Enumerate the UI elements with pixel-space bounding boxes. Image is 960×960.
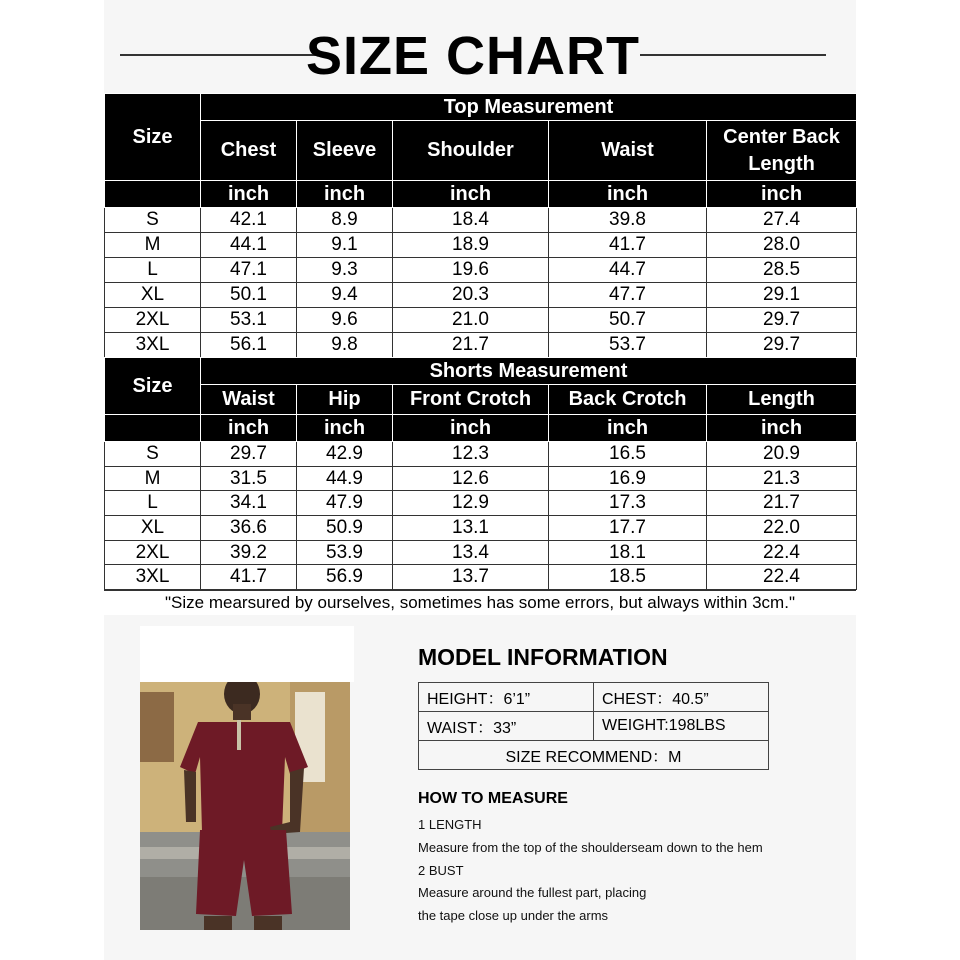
value-cell: 9.4 bbox=[297, 283, 393, 308]
shorts-measurement-table bbox=[104, 357, 857, 590]
value-cell: 16.5 bbox=[549, 442, 707, 467]
model-photo-illustration bbox=[140, 682, 350, 930]
page-title: SIZE CHART bbox=[306, 26, 640, 86]
top-size-header: Size bbox=[105, 94, 201, 181]
table-row bbox=[105, 208, 857, 233]
shorts-unit: inch bbox=[297, 415, 393, 442]
value-cell: 44.1 bbox=[201, 233, 297, 258]
value-cell: 20.3 bbox=[393, 283, 549, 308]
model-photo bbox=[140, 682, 350, 930]
table-row bbox=[105, 565, 857, 590]
top-col-header: Shoulder bbox=[393, 121, 549, 181]
value-cell: 39.2 bbox=[201, 540, 297, 565]
top-measurement-table bbox=[104, 93, 857, 358]
size-cell: 2XL bbox=[105, 308, 201, 333]
value-cell: 12.3 bbox=[393, 442, 549, 467]
value-cell: 13.4 bbox=[393, 540, 549, 565]
value-cell: 42.1 bbox=[201, 208, 297, 233]
table-row bbox=[105, 540, 857, 565]
how-to-line: 2 BUST bbox=[418, 863, 464, 878]
value-cell: 16.9 bbox=[549, 466, 707, 491]
table-row bbox=[105, 233, 857, 258]
shorts-unit: inch bbox=[549, 415, 707, 442]
value-cell: 34.1 bbox=[201, 491, 297, 516]
size-cell: 2XL bbox=[105, 540, 201, 565]
value-cell: 50.1 bbox=[201, 283, 297, 308]
size-cell: L bbox=[105, 258, 201, 283]
value-cell: 29.7 bbox=[707, 308, 857, 333]
value-cell: 18.1 bbox=[549, 540, 707, 565]
size-cell: 3XL bbox=[105, 565, 201, 590]
value-cell: 50.9 bbox=[297, 516, 393, 541]
shorts-unit: inch bbox=[393, 415, 549, 442]
top-col-header: Chest bbox=[201, 121, 297, 181]
value-cell: 19.6 bbox=[393, 258, 549, 283]
size-cell: 3XL bbox=[105, 333, 201, 358]
shorts-col-header: Length bbox=[707, 385, 857, 415]
value-cell: 29.7 bbox=[707, 333, 857, 358]
top-section-header: Top Measurement bbox=[201, 94, 857, 121]
model-info-table bbox=[418, 682, 769, 770]
value-cell: 44.7 bbox=[549, 258, 707, 283]
value-cell: 41.7 bbox=[549, 233, 707, 258]
shorts-unit: inch bbox=[201, 415, 297, 442]
how-to-line: Measure around the fullest part, placing bbox=[418, 885, 647, 900]
value-cell: 27.4 bbox=[707, 208, 857, 233]
top-col-header: Waist bbox=[549, 121, 707, 181]
value-cell: 20.9 bbox=[707, 442, 857, 467]
value-cell: 41.7 bbox=[201, 565, 297, 590]
table-row bbox=[105, 258, 857, 283]
size-cell: S bbox=[105, 442, 201, 467]
size-cell: XL bbox=[105, 283, 201, 308]
measurement-note: "Size mearsured by ourselves, sometimes has some errors, but always within 3cm." bbox=[104, 590, 856, 615]
table-row bbox=[105, 283, 857, 308]
title-row bbox=[120, 24, 826, 88]
model-weight: WEIGHT:198LBS bbox=[594, 712, 769, 741]
model-chest: CHEST：40.5” bbox=[594, 683, 769, 712]
value-cell: 28.5 bbox=[707, 258, 857, 283]
value-cell: 8.9 bbox=[297, 208, 393, 233]
value-cell: 56.9 bbox=[297, 565, 393, 590]
table-row bbox=[105, 442, 857, 467]
shorts-size-header: Size bbox=[105, 358, 201, 415]
value-cell: 21.7 bbox=[393, 333, 549, 358]
model-waist: WAIST：33” bbox=[419, 712, 594, 741]
top-unit: inch bbox=[297, 181, 393, 208]
shorts-col-header: Hip bbox=[297, 385, 393, 415]
value-cell: 18.9 bbox=[393, 233, 549, 258]
value-cell: 56.1 bbox=[201, 333, 297, 358]
how-to-line: Measure from the top of the shoulderseam down to the hem bbox=[418, 840, 763, 855]
value-cell: 50.7 bbox=[549, 308, 707, 333]
value-cell: 13.7 bbox=[393, 565, 549, 590]
size-cell: XL bbox=[105, 516, 201, 541]
table-row bbox=[105, 491, 857, 516]
value-cell: 18.5 bbox=[549, 565, 707, 590]
value-cell: 36.6 bbox=[201, 516, 297, 541]
value-cell: 22.4 bbox=[707, 540, 857, 565]
value-cell: 39.8 bbox=[549, 208, 707, 233]
top-col-header: Center Back Length bbox=[707, 121, 857, 181]
value-cell: 9.8 bbox=[297, 333, 393, 358]
top-unit: inch bbox=[707, 181, 857, 208]
shorts-col-header: Back Crotch bbox=[549, 385, 707, 415]
size-cell: S bbox=[105, 208, 201, 233]
size-cell: L bbox=[105, 491, 201, 516]
value-cell: 21.3 bbox=[707, 466, 857, 491]
shorts-unit-blank bbox=[105, 415, 201, 442]
value-cell: 21.0 bbox=[393, 308, 549, 333]
value-cell: 12.9 bbox=[393, 491, 549, 516]
value-cell: 44.9 bbox=[297, 466, 393, 491]
shorts-col-header: Waist bbox=[201, 385, 297, 415]
value-cell: 22.4 bbox=[707, 565, 857, 590]
table-row bbox=[105, 333, 857, 358]
value-cell: 9.3 bbox=[297, 258, 393, 283]
how-to-line: 1 LENGTH bbox=[418, 817, 482, 832]
value-cell: 13.1 bbox=[393, 516, 549, 541]
photo-top-blank bbox=[140, 626, 354, 682]
value-cell: 9.1 bbox=[297, 233, 393, 258]
value-cell: 17.3 bbox=[549, 491, 707, 516]
value-cell: 47.9 bbox=[297, 491, 393, 516]
top-unit-blank bbox=[105, 181, 201, 208]
shorts-col-header: Front Crotch bbox=[393, 385, 549, 415]
shorts-unit: inch bbox=[707, 415, 857, 442]
top-unit: inch bbox=[393, 181, 549, 208]
model-info-title: MODEL INFORMATION bbox=[418, 644, 668, 670]
how-to-measure-title: HOW TO MEASURE bbox=[418, 790, 568, 807]
value-cell: 18.4 bbox=[393, 208, 549, 233]
value-cell: 17.7 bbox=[549, 516, 707, 541]
model-height: HEIGHT：6’1” bbox=[419, 683, 594, 712]
value-cell: 42.9 bbox=[297, 442, 393, 467]
size-cell: M bbox=[105, 233, 201, 258]
value-cell: 47.7 bbox=[549, 283, 707, 308]
value-cell: 31.5 bbox=[201, 466, 297, 491]
value-cell: 29.1 bbox=[707, 283, 857, 308]
value-cell: 53.7 bbox=[549, 333, 707, 358]
size-cell: M bbox=[105, 466, 201, 491]
top-col-header: Sleeve bbox=[297, 121, 393, 181]
table-row bbox=[105, 466, 857, 491]
value-cell: 12.6 bbox=[393, 466, 549, 491]
value-cell: 9.6 bbox=[297, 308, 393, 333]
top-unit: inch bbox=[201, 181, 297, 208]
value-cell: 29.7 bbox=[201, 442, 297, 467]
how-to-line: the tape close up under the arms bbox=[418, 908, 609, 923]
value-cell: 53.9 bbox=[297, 540, 393, 565]
value-cell: 22.0 bbox=[707, 516, 857, 541]
table-row bbox=[105, 516, 857, 541]
value-cell: 47.1 bbox=[201, 258, 297, 283]
value-cell: 21.7 bbox=[707, 491, 857, 516]
size-recommend: SIZE RECOMMEND：M bbox=[419, 741, 769, 770]
shorts-section-header: Shorts Measurement bbox=[201, 358, 857, 385]
value-cell: 28.0 bbox=[707, 233, 857, 258]
table-row bbox=[105, 308, 857, 333]
top-unit: inch bbox=[549, 181, 707, 208]
value-cell: 53.1 bbox=[201, 308, 297, 333]
